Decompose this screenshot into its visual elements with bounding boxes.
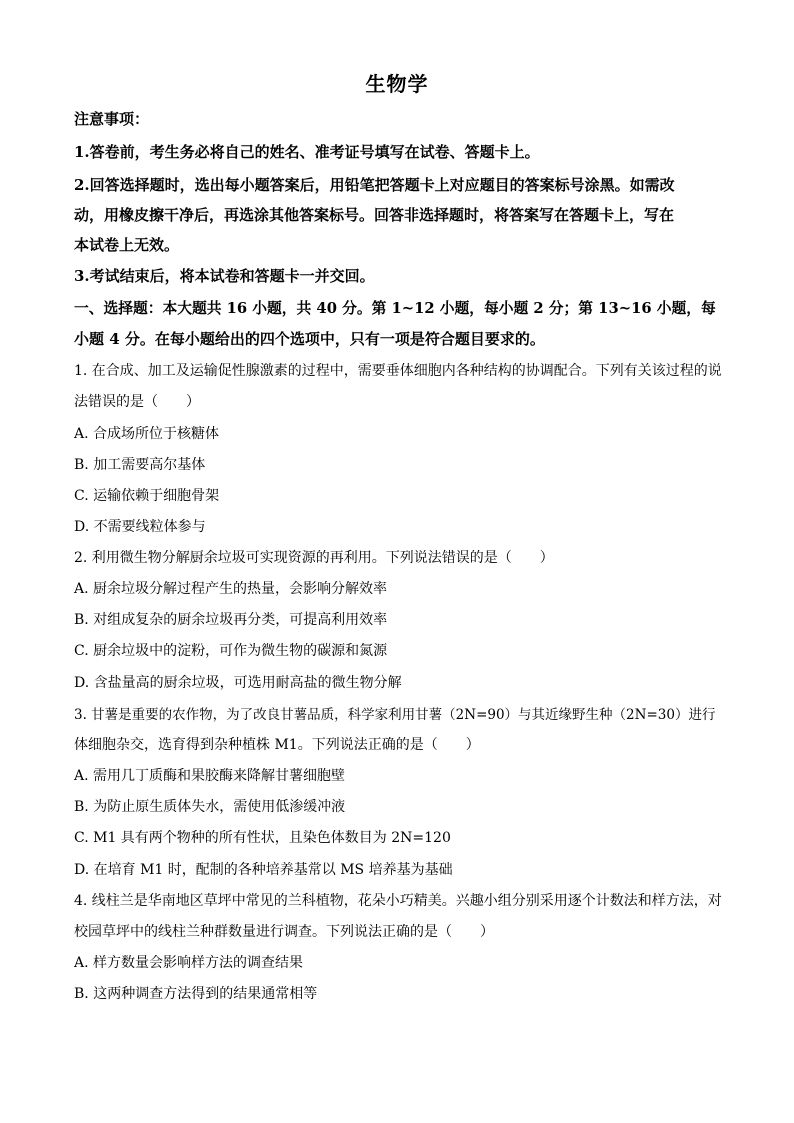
question-2-option-a: A. 厨余垃圾分解过程产生的热量，会影响分解效率 (74, 581, 388, 597)
question-3-option-d: D. 在培育 M1 时，配制的各种培养基常以 MS 培养基为基础 (74, 862, 453, 878)
question-2-option-d: D. 含盐量高的厨余垃圾，可选用耐高盐的微生物分解 (74, 675, 402, 691)
notice-item: 3.考试结束后，将本试卷和答题卡一并交回。 (74, 267, 375, 285)
question-3-stem-cont: 体细胞杂交，选育得到杂种植株 M1。下列说法正确的是（ ） (74, 737, 480, 753)
question-1-option-b: B. 加工需要高尔基体 (74, 457, 206, 473)
notice-item: 2.回答选择题时，选出每小题答案后，用铅笔把答题卡上对应题目的答案标号涂黑。如需改 (74, 176, 675, 194)
question-1-stem: 1. 在合成、加工及运输促性腺激素的过程中，需要垂体细胞内各种结构的协调配合。下列有关该过程的说 (74, 363, 722, 379)
question-1-stem-cont: 法错误的是（ ） (74, 394, 200, 410)
page-title: 生物学 (365, 72, 429, 96)
question-3-option-c: C. M1 具有两个物种的所有性状，且染色体数目为 2N=120 (74, 830, 451, 846)
notice-item: 本试卷上无效。 (74, 236, 180, 254)
question-3-option-a: A. 需用几丁质酶和果胶酶来降解甘薯细胞壁 (74, 768, 346, 784)
question-1-option-c: C. 运输依赖于细胞骨架 (74, 488, 220, 504)
question-4-stem-cont: 校园草坪中的线柱兰种群数量进行调查。下列说法正确的是（ ） (74, 924, 494, 940)
notice-heading: 注意事项： (74, 110, 150, 128)
question-4-stem: 4. 线柱兰是华南地区草坪中常见的兰科植物，花朵小巧精美。兴趣小组分别采用逐个计数法和样方法，对 (74, 893, 722, 909)
question-3-option-b: B. 为防止原生质体失水，需使用低渗缓冲液 (74, 799, 346, 815)
question-3-stem: 3. 甘薯是重要的农作物，为了改良甘薯品质，科学家利用甘薯（2N=90）与其近缘野生种（2N=30）进行 (74, 707, 716, 723)
question-1-option-a: A. 合成场所位于核糖体 (74, 426, 220, 442)
notice-item: 动，用橡皮擦干净后，再选涂其他答案标号。回答非选择题时，将答案写在答题卡上，写在 (74, 206, 675, 224)
question-4-option-a: A. 样方数量会影响样方法的调查结果 (74, 955, 304, 971)
question-4-option-b: B. 这两种调查方法得到的结果通常相等 (74, 986, 318, 1002)
question-2-option-b: B. 对组成复杂的厨余垃圾再分类，可提高利用效率 (74, 612, 388, 628)
question-2-option-c: C. 厨余垃圾中的淀粉，可作为微生物的碳源和氮源 (74, 643, 388, 659)
section-heading: 一、选择题：本大题共 16 小题，共 40 分。第 1~12 小题，每小题 2 分；第 13~16 小题，每 (74, 300, 716, 317)
question-1-option-d: D. 不需要线粒体参与 (74, 519, 206, 535)
section-heading-cont: 小题 4 分。在每小题给出的四个选项中，只有一项是符合题目要求的。 (74, 330, 545, 348)
question-2-stem: 2. 利用微生物分解厨余垃圾可实现资源的再利用。下列说法错误的是（ ） (74, 550, 554, 566)
notice-item: 1.答卷前，考生务必将自己的姓名、准考证号填写在试卷、答题卡上。 (74, 143, 540, 161)
